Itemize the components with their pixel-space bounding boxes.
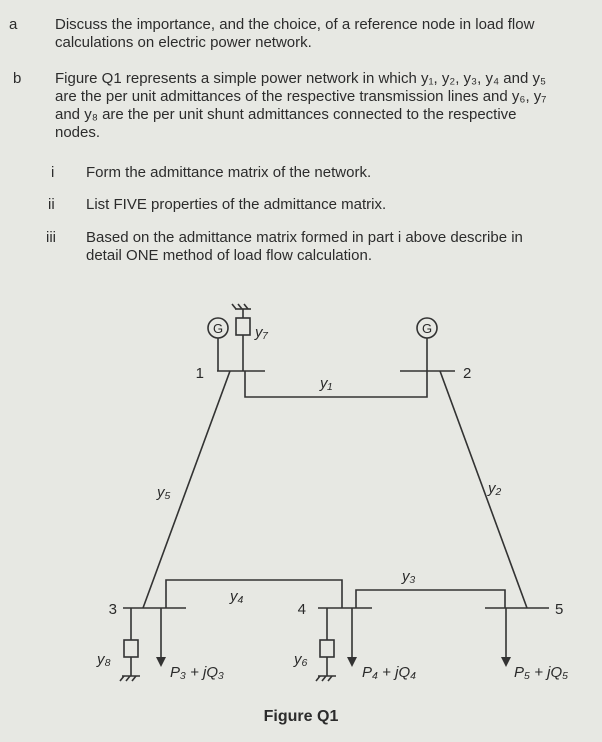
part-i-text: Form the admittance matrix of the network. [86, 164, 372, 181]
load-4-label: P₄ + jQ₄ [362, 664, 417, 681]
question-a-line: Discuss the importance, and the choice, of a reference node in load flow [55, 16, 535, 33]
line-y1 [245, 371, 427, 397]
line-y4-label: y₄ [230, 588, 244, 605]
line-y3 [356, 590, 505, 608]
line-y1-label: y₁ [320, 375, 333, 392]
line-y4 [166, 580, 342, 608]
generator-1-label: G [212, 321, 224, 336]
part-i-marker: i [51, 164, 55, 181]
load-5-label: P₅ + jQ₅ [514, 664, 569, 681]
line-y5-label: y₅ [157, 484, 171, 501]
question-b-line: and y₈ are the per unit shunt admittances connected to the respective [55, 106, 517, 123]
part-iii-marker: iii [46, 229, 56, 246]
line-y2-label: y₂ [488, 480, 502, 497]
shunt-y6-label: y₆ [294, 651, 308, 668]
shunt-y8-icon [124, 640, 138, 657]
generator-2-label: G [421, 321, 433, 336]
part-ii-text: List FIVE properties of the admittance matrix. [86, 196, 387, 213]
shunt-y8-label: y₈ [97, 651, 111, 668]
part-iii-line: detail ONE method of load flow calculation. [86, 247, 372, 264]
node-4-label: 4 [297, 601, 306, 618]
question-b-line: are the per unit admittances of the respective transmission lines and y₆, y₇ [55, 88, 547, 105]
part-iii-line: Based on the admittance matrix formed in part i above describe in [86, 229, 523, 246]
question-b-marker: b [13, 70, 22, 87]
question-a-line: calculations on electric power network. [55, 34, 312, 51]
load-3-arrow-icon [156, 657, 166, 667]
question-b-line: nodes. [55, 124, 101, 141]
question-a-marker: a [9, 16, 18, 33]
node-5-label: 5 [555, 601, 564, 618]
shunt-y7-label: y₇ [255, 324, 268, 341]
question-b-line: Figure Q1 represents a simple power network in which y₁, y₂, y₃, y₄ and y₅ [55, 70, 547, 87]
shunt-y6-icon [320, 640, 334, 657]
load-3-label: P₃ + jQ₃ [170, 664, 224, 681]
node-2-label: 2 [463, 365, 472, 382]
node-3-label: 3 [108, 601, 117, 618]
node-1-label: 1 [195, 365, 204, 382]
load-4-arrow-icon [347, 657, 357, 667]
line-y2 [440, 371, 527, 608]
shunt-y7-icon [236, 318, 250, 335]
line-y3-label: y₃ [402, 568, 416, 585]
part-ii-marker: ii [48, 196, 55, 213]
load-5-arrow-icon [501, 657, 511, 667]
figure-caption: Figure Q1 [263, 708, 339, 725]
